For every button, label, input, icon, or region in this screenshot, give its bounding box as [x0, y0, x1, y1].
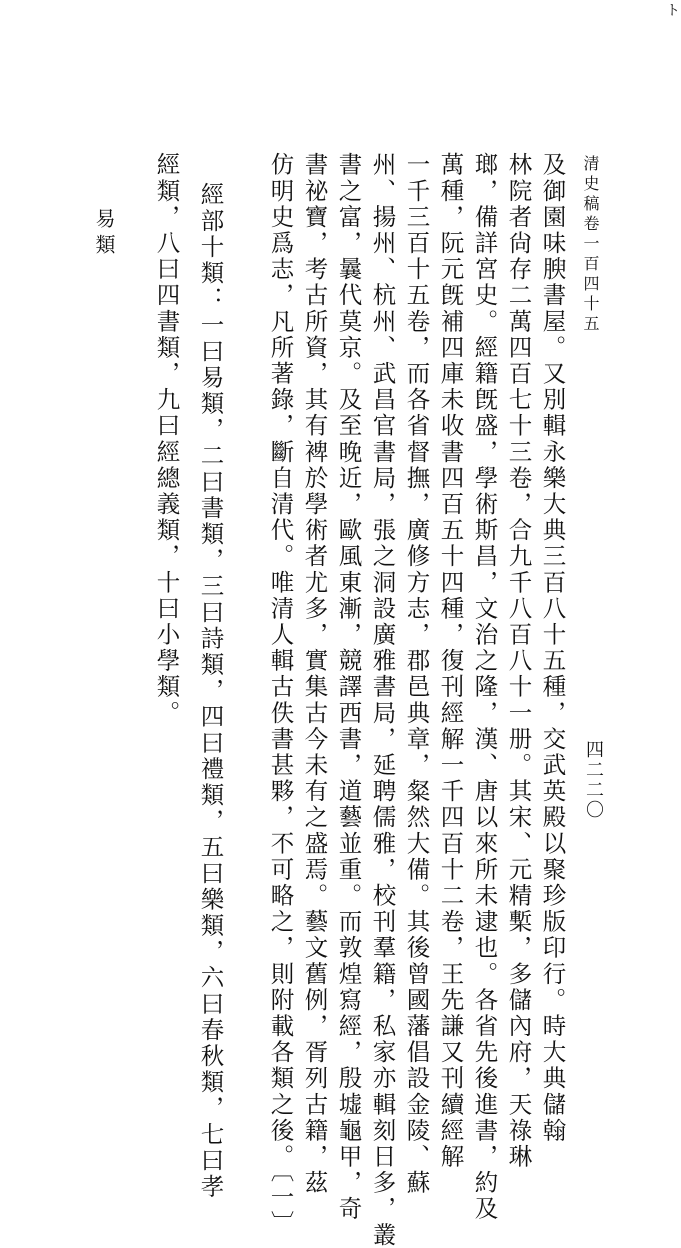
text-column: 及御園味腴書屋。又別輯永樂大典三百八十五種，交武英殿以聚珍版印行。時大典儲翰 — [538, 152, 567, 1144]
text-column: 書之富，曩代莫京。及至晚近，歐風東漸，競譯西書，道藝並重。而敦煌寫經，殷墟龜甲，奇 — [334, 152, 363, 1223]
text-column: 仿明史爲志，凡所著錄，斷自清代。唯清人輯古佚書甚夥，不可略之，則附載各類之後。〔一〕 — [266, 152, 295, 1237]
text-column: 一千三百十五卷，而各省督撫，廣修方志，郡邑典章，粲然大備。其後曾國藩倡設金陵、蘇 — [402, 152, 431, 1196]
text-column: 書祕寶，考古所資，其有裨於學術者尤多，實集古今未有之盛焉。藝文舊例，胥列古籍，茲 — [300, 152, 329, 1196]
page-number: 四二二〇 — [583, 740, 604, 820]
text-column: 萬種，阮元旣補四庫未收書四百五十四種，復刊經解一千四百十二卷，王先謙又刊續經解 — [436, 152, 465, 1170]
classification-column: 經類，八曰四書類，九曰經總義類，十曰小學類。 — [152, 152, 181, 727]
classification-column: 經部十類：一曰易類，二曰書類，三曰詩類，四曰禮類，五曰樂類，六曰春秋類，七曰孝 — [196, 182, 225, 1200]
text-column: 林院者尙存二萬四百七十三卷，合九千八百八十一册。其宋、元精槧，多儲內府，天祿琳 — [504, 152, 533, 1170]
running-title: 清史稿卷一百四十五 — [581, 155, 600, 335]
text-column: 州、揚州、杭州、武昌官書局，張之洞設廣雅書局，延聘儒雅，校刊羣籍，私家亦輯刻日多，叢 — [368, 152, 397, 1248]
page-edge-mark: ト — [666, 3, 680, 19]
section-title: 易類 — [92, 208, 116, 260]
text-column: 瑯，備詳宮史。經籍旣盛，學術斯昌，文治之隆，漢、唐以來所未逮也。各省先後進書，約及 — [470, 152, 499, 1223]
